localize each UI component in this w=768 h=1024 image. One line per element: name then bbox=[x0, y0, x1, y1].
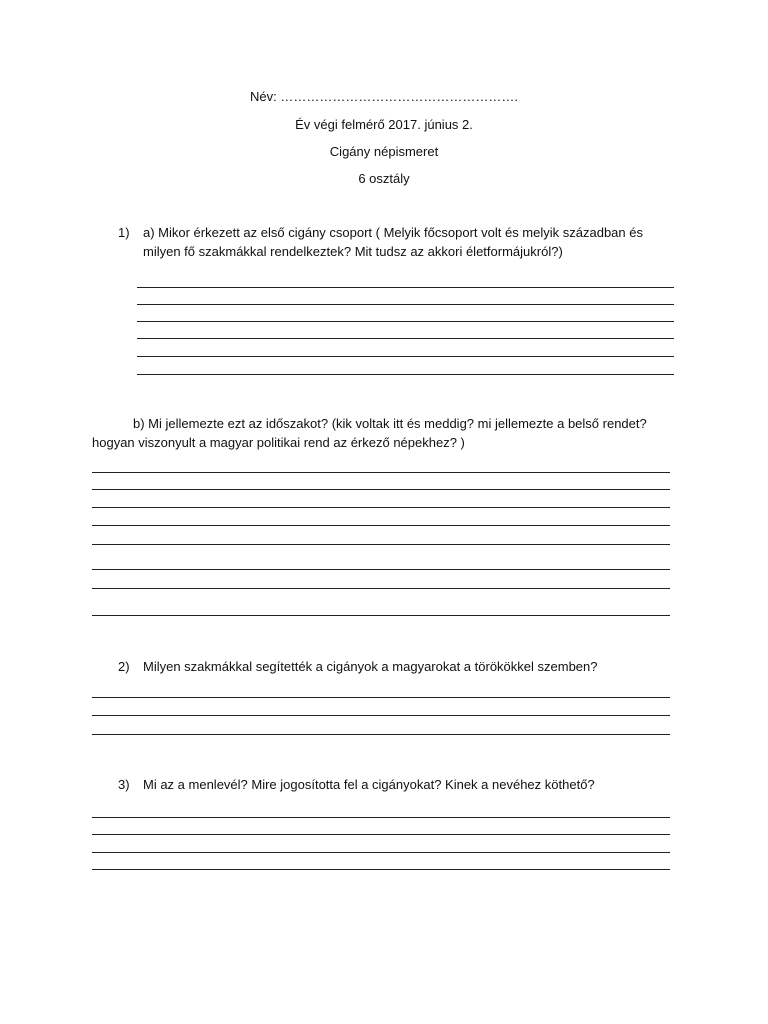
answer-line[interactable] bbox=[92, 569, 670, 570]
answer-line[interactable] bbox=[92, 588, 670, 589]
name-field-line: Név: ………………………………………………. bbox=[250, 89, 518, 104]
answer-line[interactable] bbox=[92, 852, 670, 853]
answer-line[interactable] bbox=[137, 321, 674, 322]
answer-line[interactable] bbox=[137, 338, 674, 339]
answer-line[interactable] bbox=[92, 615, 670, 616]
question-2-text: Milyen szakmákkal segítették a cigányok a magyarokat a törökökkel szemben? bbox=[143, 659, 598, 674]
answer-line[interactable] bbox=[92, 525, 670, 526]
answer-line[interactable] bbox=[137, 374, 674, 375]
question-1a-line-1: a) Mikor érkezett az első cigány csoport ( Melyik főcsoport volt és melyik században és bbox=[143, 225, 643, 240]
answer-line[interactable] bbox=[92, 734, 670, 735]
subject-title: Cigány népismeret bbox=[329, 144, 439, 159]
answer-line[interactable] bbox=[92, 869, 670, 870]
answer-line[interactable] bbox=[137, 356, 674, 357]
answer-line[interactable] bbox=[92, 834, 670, 835]
question-3-text: Mi az a menlevél? Mire jogosította fel a cigányokat? Kinek a nevéhez köthető? bbox=[143, 777, 595, 792]
answer-line[interactable] bbox=[137, 287, 674, 288]
question-2-number: 2) bbox=[118, 659, 130, 674]
answer-line[interactable] bbox=[92, 472, 670, 473]
answer-line[interactable] bbox=[137, 304, 674, 305]
question-1b-line-2: hogyan viszonyult a magyar politikai rend az érkező népekhez? ) bbox=[92, 435, 465, 450]
question-1b-line-1: b) Mi jellemezte ezt az időszakot? (kik voltak itt és meddig? mi jellemezte a belső rendet? bbox=[133, 416, 647, 431]
answer-line[interactable] bbox=[92, 544, 670, 545]
answer-line[interactable] bbox=[92, 507, 670, 508]
question-1-number: 1) bbox=[118, 225, 130, 240]
answer-line[interactable] bbox=[92, 489, 670, 490]
class-label: 6 osztály bbox=[358, 171, 410, 186]
answer-line[interactable] bbox=[92, 715, 670, 716]
answer-line[interactable] bbox=[92, 697, 670, 698]
test-title: Év végi felmérő 2017. június 2. bbox=[295, 117, 473, 132]
question-1a-line-2: milyen fő szakmákkal rendelkeztek? Mit tudsz az akkori életformájukról?) bbox=[143, 244, 563, 259]
question-3-number: 3) bbox=[118, 777, 130, 792]
answer-line[interactable] bbox=[92, 817, 670, 818]
